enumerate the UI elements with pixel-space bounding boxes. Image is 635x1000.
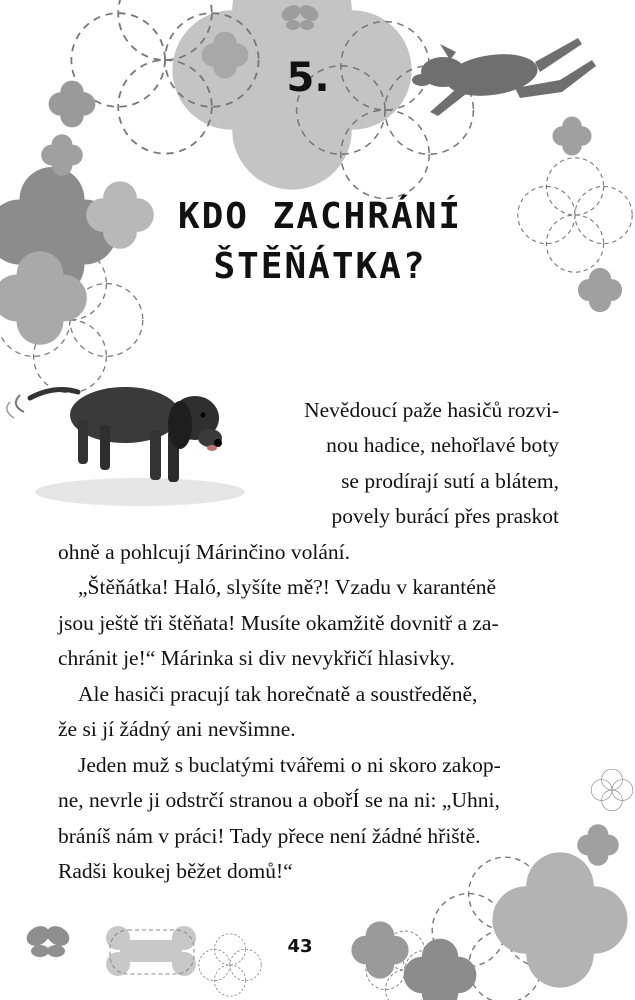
- clover-shape: [49, 81, 96, 128]
- clover-shape: [492, 852, 627, 987]
- puppy-illustration: [7, 387, 245, 506]
- page-number: 43: [287, 936, 313, 957]
- clover-shape: [351, 921, 408, 978]
- text-line: ohně a pohlcují Márinčino volání.: [58, 540, 350, 564]
- dashed-clover-shape: [199, 934, 261, 996]
- clover-shape: [577, 824, 619, 866]
- clover-shape: [553, 117, 592, 156]
- clover-shape: [578, 268, 622, 312]
- bone-shape: [106, 926, 196, 976]
- text-line: Nevědoucí paže hasičů rozvi-: [304, 398, 559, 422]
- chapter-number: 5.: [286, 55, 330, 101]
- dashed-clover-shape: [518, 158, 632, 272]
- dog-silhouette-shape: [412, 38, 596, 116]
- text-line: Ale hasiči pracují tak horečnatě a soustředěně,: [78, 682, 478, 706]
- text-line: ne, nevrle ji odstrčí stranou a obořÍ se na ni: „Uhni,: [58, 788, 500, 812]
- clover-shape: [591, 769, 633, 811]
- chapter-title-line-2: ŠTĚŇÁTKA?: [213, 246, 427, 287]
- text-line: se prodírají sutí a blátem,: [341, 469, 559, 493]
- text-line: Radši koukej běžet domů!“: [58, 859, 293, 883]
- text-line: Jeden muž s buclatými tvářemi o ni skoro zakop-: [78, 753, 501, 777]
- text-line: jsou ještě tři štěňata! Musíte okamžitě dovnitř a za-: [58, 611, 499, 635]
- butterfly-shape: [23, 922, 73, 957]
- chapter-title-line-1: KDO ZACHRÁNÍ: [177, 196, 463, 237]
- text-line: chránit je!“ Márinka si div nevykřičí hlasivky.: [58, 646, 455, 670]
- text-line: „Štěňátka! Haló, slyšíte mě?! Vzadu v karanténě: [78, 575, 497, 599]
- text-line: bráníš nám v práci! Tady přece není žádné hřiště.: [58, 824, 481, 848]
- clover-shape: [404, 939, 477, 1000]
- text-line: povely burácí přes praskot: [331, 504, 559, 528]
- text-line: že si jí žádný ani nevšimne.: [58, 717, 296, 741]
- text-line: nou hadice, nehořlavé boty: [326, 433, 559, 457]
